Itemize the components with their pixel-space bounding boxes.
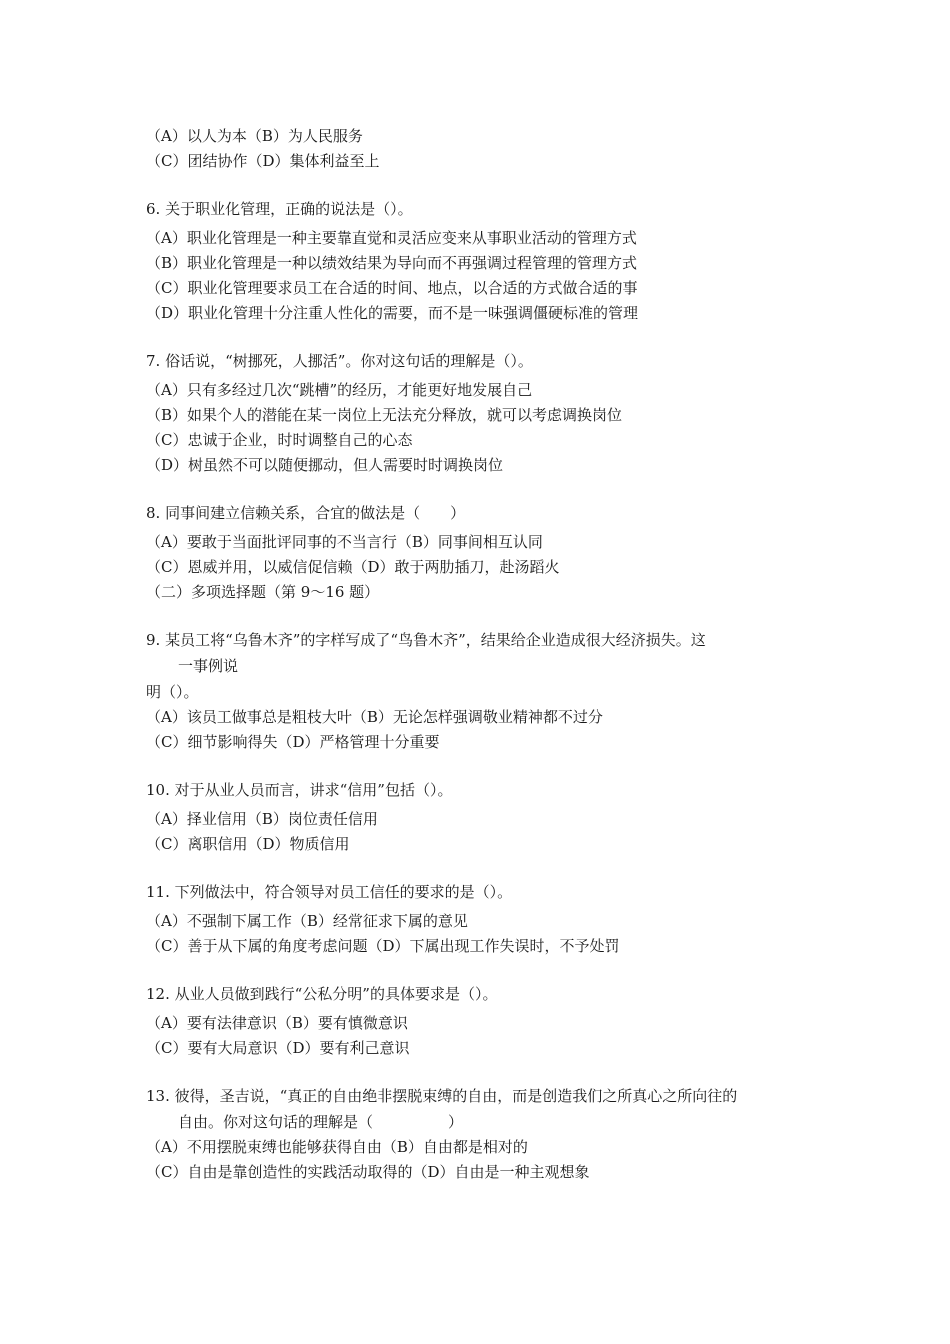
option-line: （A）以人为本（B）为人民服务 (146, 127, 363, 145)
option-line: （D）职业化管理十分注重人性化的需要，而不是一味强调僵硬标准的管理 (146, 304, 639, 322)
question-9-stem-tail: 明（）。 (146, 683, 199, 701)
option-line: （A）择业信用（B）岗位责任信用 (146, 810, 378, 828)
exam-content (146, 124, 826, 1185)
option-line: （C）团结协作（D）集体利益至上 (146, 152, 380, 170)
option-line: （A）要敢于当面批评同事的不当言行（B）同事间相互认同 (146, 533, 543, 551)
question-12-stem: 12. 从业人员做到践行“公私分明”的具体要求是（）。 (146, 985, 498, 1003)
option-line: （A）不强制下属工作（B）经常征求下属的意见 (146, 912, 468, 930)
question-13-stem-line2: 自由。你对这句话的理解是（ ） (178, 1113, 464, 1131)
option-line: （C）要有大局意识（D）要有利己意识 (146, 1039, 410, 1057)
option-line: （D）树虽然不可以随便挪动，但人需要时时调换岗位 (146, 456, 504, 474)
question-6-stem: 6. 关于职业化管理，正确的说法是（）。 (146, 200, 413, 218)
option-line: （C）职业化管理要求员工在合适的时间、地点，以合适的方式做合适的事 (146, 279, 638, 297)
question-9-stem-line2: 一事例说 (178, 657, 239, 675)
option-line: （C）离职信用（D）物质信用 (146, 835, 350, 853)
option-line: （A）只有多经过几次“跳槽”的经历，才能更好地发展自己 (146, 381, 533, 399)
option-line: （A）职业化管理是一种主要靠直觉和灵活应变来从事职业活动的管理方式 (146, 229, 637, 247)
question-9-stem-line1: 9. 某员工将“乌鲁木齐”的字样写成了“鸟鲁木齐”，结果给企业造成很大经济损失。这 (146, 631, 706, 649)
question-11-stem: 11. 下列做法中，符合领导对员工信任的要求的是（）。 (146, 883, 513, 901)
option-line: （A）该员工做事总是粗枝大叶（B）无论怎样强调敬业精神都不过分 (146, 708, 603, 726)
section-title: （二）多项选择题（第 9～16 题） (146, 583, 380, 601)
question-13-stem-line1: 13. 彼得，圣吉说，“真正的自由绝非摆脱束缚的自由，而是创造我们之所真心之所向往的 (146, 1087, 738, 1105)
option-line: （A）不用摆脱束缚也能够获得自由（B）自由都是相对的 (146, 1138, 528, 1156)
question-8-stem: 8. 同事间建立信赖关系，合宜的做法是（ ） (146, 504, 466, 522)
option-line: （C）恩威并用，以威信促信赖（D）敢于两肋插刀，赴汤蹈火 (146, 558, 560, 576)
option-line: （C）细节影响得失（D）严格管理十分重要 (146, 733, 440, 751)
option-line: （C）自由是靠创造性的实践活动取得的（D）自由是一种主观想象 (146, 1163, 590, 1181)
option-line: （B）职业化管理是一种以绩效结果为导向而不再强调过程管理的管理方式 (146, 254, 638, 272)
question-10-stem: 10. 对于从业人员而言，讲求“信用”包括（）。 (146, 781, 453, 799)
option-line: （C）忠诚于企业，时时调整自己的心态 (146, 431, 413, 449)
option-line: （A）要有法律意识（B）要有慎微意识 (146, 1014, 408, 1032)
option-line: （B）如果个人的潜能在某一岗位上无法充分释放，就可以考虑调换岗位 (146, 406, 623, 424)
option-line: （C）善于从下属的角度考虑问题（D）下属出现工作失误时，不予处罚 (146, 937, 620, 955)
question-7-stem: 7. 俗话说，“树挪死，人挪活”。你对这句话的理解是（）。 (146, 352, 533, 370)
